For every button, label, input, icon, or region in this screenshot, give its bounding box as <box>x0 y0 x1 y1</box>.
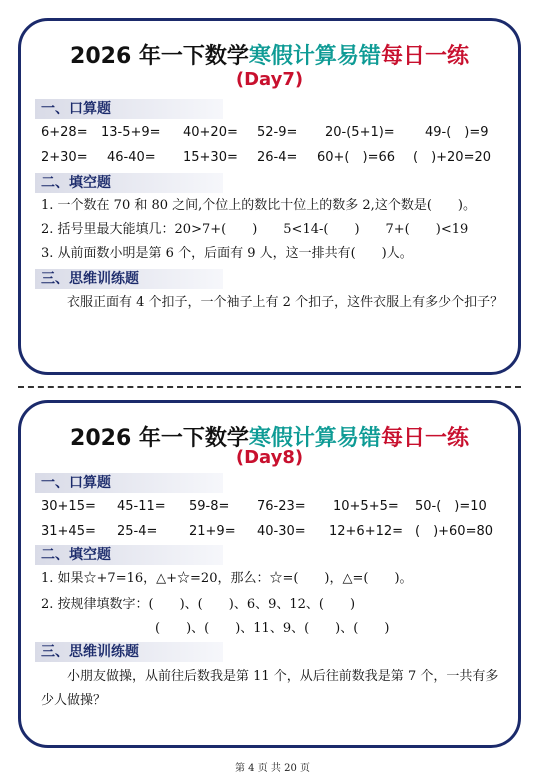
question-1: 1. 如果☆+7=16，△+☆=20，那么：☆=( )，△=( )。 <box>41 571 413 586</box>
math-item: 76-23= <box>257 499 306 514</box>
title-topic: 寒假计算易错 <box>248 44 381 69</box>
thinking-question: 衣服正面有 4 个扣子，一个袖子上有 2 个扣子，这件衣服上有多少个扣子？ <box>67 295 504 310</box>
question-1: 1. 一个数在 70 和 80 之间,个位上的数比十位上的数多 2,这个数是( )。 <box>41 198 476 213</box>
math-item: 15+30= <box>183 150 238 165</box>
worksheet-title <box>21 39 518 70</box>
math-item: 20-(5+1)= <box>325 125 395 140</box>
math-item: 2+30= <box>41 150 88 165</box>
math-item: 26-4= <box>257 150 298 165</box>
math-item: 13-5+9= <box>101 125 161 140</box>
math-item: 49-( )=9 <box>425 125 489 140</box>
thinking-question: 小朋友做操，从前往后数我是第 11 个，从后往前数我是第 7 个，一共有多少人做操？ <box>41 669 499 708</box>
math-item: 10+5+5= <box>333 499 399 514</box>
day-label: (Day7) <box>235 69 304 90</box>
section-mental-math: 一、口算题 <box>35 99 223 119</box>
math-item: 52-9= <box>257 125 298 140</box>
math-item: 40+20= <box>183 125 238 140</box>
question-3: 3. 从前面数小明是第 6 个，后面有 9 人，这一排共有( )人。 <box>41 246 413 261</box>
worksheet-day8 <box>18 400 521 748</box>
question-2-line2: ( )、( )、11、9、( )、( ) <box>155 621 390 636</box>
day-label: (Day8) <box>235 447 304 468</box>
math-item: ( )+20=20 <box>413 150 492 165</box>
math-item: 50-( )=10 <box>415 499 487 514</box>
section-thinking: 三、思维训练题 <box>35 269 223 289</box>
math-item: 25-4= <box>117 524 158 539</box>
question-2: 2. 括号里最大能填几：20>7+( ) 5<14-( ) 7+( )<19 <box>41 222 469 237</box>
section-thinking: 三、思维训练题 <box>35 642 223 662</box>
question-2: 2. 按规律填数字：( )、( )、6、9、12、( ) <box>41 597 356 612</box>
title-grade: 2026 年一下数学 <box>70 44 249 69</box>
math-item: 21+9= <box>189 524 236 539</box>
section-fill-blank: 二、填空题 <box>35 173 223 193</box>
title-daily: 每日一练 <box>380 426 469 451</box>
title-grade: 2026 年一下数学 <box>70 426 249 451</box>
worksheet-day7 <box>18 18 521 375</box>
math-item: ( )+60=80 <box>415 524 494 539</box>
title-topic: 寒假计算易错 <box>248 426 381 451</box>
section-fill-blank: 二、填空题 <box>35 545 223 565</box>
divider <box>18 386 521 388</box>
math-item: 6+28= <box>41 125 88 140</box>
math-item: 46-40= <box>107 150 156 165</box>
section-mental-math: 一、口算题 <box>35 473 223 493</box>
math-item: 40-30= <box>257 524 306 539</box>
math-item: 31+45= <box>41 524 96 539</box>
math-item: 30+15= <box>41 499 96 514</box>
math-item: 45-11= <box>117 499 166 514</box>
title-daily: 每日一练 <box>380 44 469 69</box>
math-item: 12+6+12= <box>329 524 404 539</box>
math-item: 60+( )=66 <box>317 150 396 165</box>
page-footer: 第 4 页 共 20 页 <box>235 763 310 774</box>
math-item: 59-8= <box>189 499 230 514</box>
